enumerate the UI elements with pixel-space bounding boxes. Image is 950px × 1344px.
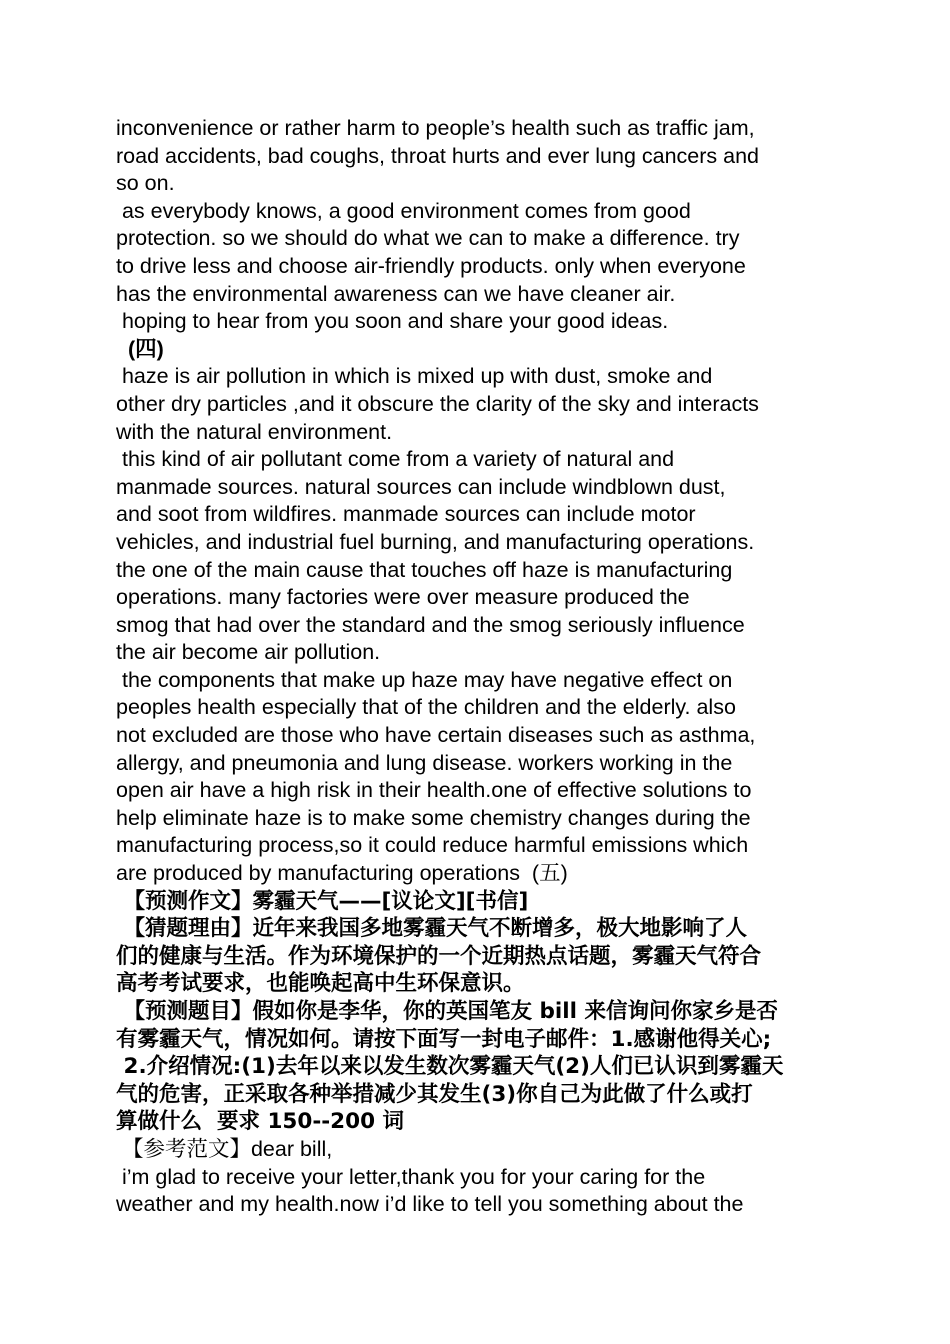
zh-text-line: 气的危害，正采取各种举措减少其发生(3)你自己为此做了什么或打 — [116, 1081, 753, 1107]
zh-text-line: 【猜题理由】近年来我国多地雾霾天气不断增多，极大地影响了人 — [116, 916, 747, 942]
text-line: hoping to hear from you soon and share your good ideas. — [116, 309, 669, 334]
zh-text-line: 算做什么 要求 150--200 词 — [116, 1109, 405, 1135]
text-line: vehicles, and industrial fuel burning, and manufacturing operations. — [116, 529, 755, 554]
text-line: has the environmental awareness can we have cleaner air. — [116, 281, 676, 306]
text-line: manmade sources. natural sources can include windblown dust, — [116, 474, 726, 499]
text-line: other dry particles ,and it obscure the clarity of the sky and interacts — [116, 391, 759, 416]
text-line: protection. so we should do what we can to make a difference. try — [116, 226, 740, 251]
text-line: open air have a high risk in their health.one of effective solutions to — [116, 778, 752, 803]
text-line: are produced by manufacturing operations (五) — [116, 861, 568, 886]
text-line: weather and my health.now i’d like to tell you something about the — [116, 1192, 744, 1217]
text-line: and soot from wildfires. manmade sources can include motor — [116, 502, 696, 527]
zh-text-line: 高考考试要求，也能唤起高中生环保意识。 — [116, 971, 525, 997]
text-line: the components that make up haze may have negative effect on — [116, 667, 733, 692]
text-line: i’m glad to receive your letter,thank you for your caring for the — [116, 1164, 706, 1189]
text-line: allergy, and pneumonia and lung disease. workers working in the — [116, 750, 733, 775]
text-line: smog that had over the standard and the smog seriously influence — [116, 612, 745, 637]
zh-text-line: 2.介绍情况:(1)去年以来以发生数次雾霾天气(2)人们已认识到雾霾天 — [116, 1054, 784, 1080]
text-line: peoples health especially that of the children and the elderly. also — [116, 695, 736, 720]
text-line: help eliminate haze is to make some chemistry changes during the — [116, 805, 751, 830]
text-line: with the natural environment. — [116, 419, 393, 444]
text-line: so on. — [116, 171, 175, 196]
text-line: inconvenience or rather harm to people’s health such as traffic jam, — [116, 116, 755, 140]
zh-text-line: 们的健康与生活。作为环境保护的一个近期热点话题，雾霾天气符合 — [116, 943, 762, 969]
text-line: the air become air pollution. — [116, 640, 381, 665]
document-page — [116, 115, 838, 1219]
text-line: road accidents, bad coughs, throat hurts and ever lung cancers and — [116, 143, 760, 168]
text-line: manufacturing process,so it could reduce harmful emissions which — [116, 833, 749, 858]
text-line: as everybody knows, a good environment comes from good — [116, 198, 691, 223]
heading-prediction-essay: 【预测作文】雾霾天气——[议论文][书信] — [116, 888, 529, 914]
text-line: to drive less and choose air-friendly products. only when everyone — [116, 253, 746, 278]
zh-text-line: 有雾霾天气，情况如何。请按下面写一封电子邮件：1.感谢他得关心; — [116, 1026, 772, 1052]
text-line: this kind of air pollutant come from a variety of natural and — [116, 447, 675, 472]
section-marker-four: (四) — [116, 336, 164, 361]
text-line: the one of the main cause that touches off haze is manufacturing — [116, 557, 733, 582]
text-line: not excluded are those who have certain diseases such as asthma, — [116, 723, 756, 748]
zh-text-line: 【预测题目】假如你是李华，你的英国笔友 bill 来信询问你家乡是否 — [116, 999, 778, 1024]
reference-essay-heading: 【参考范文】dear bill, — [116, 1136, 333, 1161]
text-line: haze is air pollution in which is mixed up with dust, smoke and — [116, 364, 713, 389]
text-line: operations. many factories were over measure produced the — [116, 585, 690, 610]
